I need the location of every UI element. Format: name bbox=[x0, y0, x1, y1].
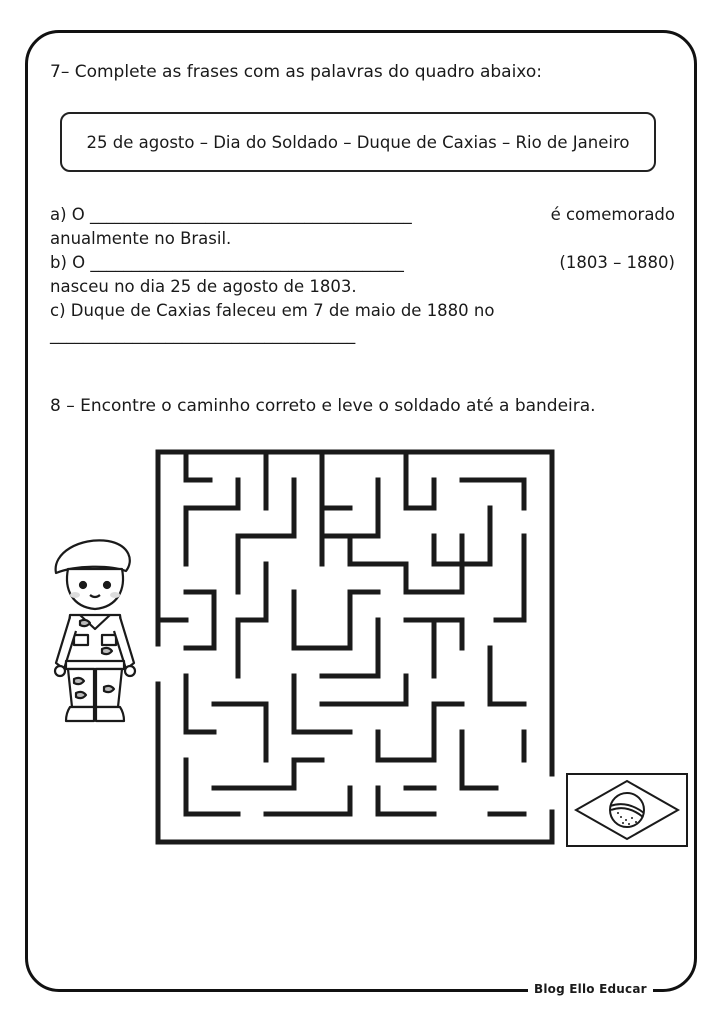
sentence-b-blank[interactable]: b) O ______________________________________ bbox=[50, 253, 404, 272]
word-bank-text: 25 de agosto – Dia do Soldado – Duque de Caxias – Rio de Janeiro bbox=[86, 132, 630, 152]
word-bank-box bbox=[60, 112, 656, 172]
sentence-b-continuation: nasceu no dia 25 de agosto de 1803. bbox=[50, 277, 357, 296]
sentence-c bbox=[50, 299, 675, 323]
sentence-a-continuation: anualmente no Brasil. bbox=[50, 229, 232, 248]
footer-credit: Blog Ello Educar bbox=[528, 982, 653, 996]
brazil-flag-illustration bbox=[566, 773, 688, 847]
sentence-a-blank[interactable]: a) O _______________________________________ bbox=[50, 205, 412, 224]
sentence-c-text: c) Duque de Caxias faleceu em 7 de maio de 1880 no bbox=[50, 301, 495, 320]
sentence-a bbox=[50, 203, 675, 227]
sentence-b bbox=[50, 251, 675, 275]
sentence-c-blank[interactable]: _____________________________________ bbox=[50, 325, 356, 344]
exercise-8-title: 8 – Encontre o caminho correto e leve o soldado até a bandeira. bbox=[50, 396, 596, 416]
sentence-a-end: é comemorado bbox=[550, 205, 675, 224]
maze[interactable] bbox=[150, 444, 570, 854]
exercise-7-sentences bbox=[50, 203, 675, 347]
sentence-b-end: (1803 – 1880) bbox=[559, 253, 675, 272]
exercise-7-title: 7– Complete as frases com as palavras do quadro abaixo: bbox=[50, 62, 542, 82]
soldier-illustration bbox=[50, 535, 140, 730]
